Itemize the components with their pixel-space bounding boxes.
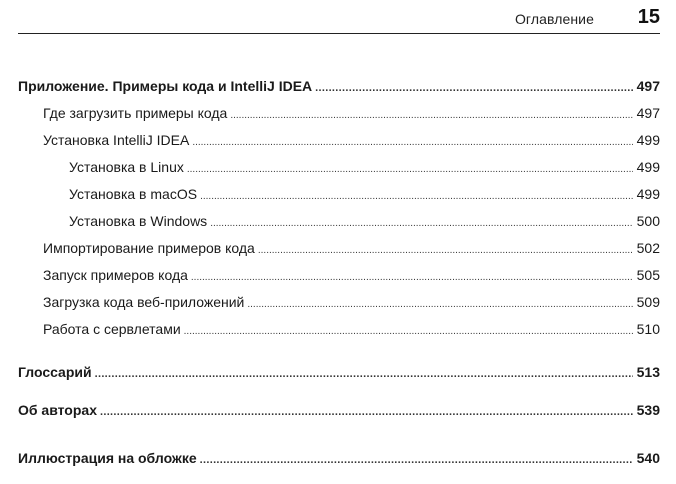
toc-entry-title: Установка IntelliJ IDEA: [43, 132, 190, 148]
running-header-title: Оглавление: [514, 11, 594, 27]
toc-entry-page: 500: [636, 213, 660, 229]
toc-entry-title: Запуск примеров кода: [43, 267, 188, 283]
toc-entry-about-authors[interactable]: [18, 400, 660, 420]
toc-entry-page: 540: [636, 450, 660, 466]
toc-entry-title: Установка в macOS: [69, 186, 198, 202]
running-header: [18, 0, 660, 34]
dot-leader: [184, 322, 633, 342]
toc-entry-page: 497: [636, 105, 660, 121]
toc-entry-install-windows[interactable]: [18, 211, 660, 231]
dot-leader: [187, 160, 633, 180]
toc-entry-page: 497: [636, 78, 660, 94]
toc-entry-cover-illustration[interactable]: [18, 448, 660, 468]
toc-entry-page: 513: [636, 364, 660, 380]
toc-entry-page: 509: [636, 294, 660, 310]
toc-entry-run-examples[interactable]: [18, 265, 660, 285]
toc-entry-title: Установка в Windows: [69, 213, 208, 229]
toc-entry-servlets[interactable]: [18, 319, 660, 339]
toc-entry-page: 499: [636, 132, 660, 148]
dot-leader: [258, 241, 633, 261]
toc-entry-download-examples[interactable]: [18, 103, 660, 123]
dot-leader: [210, 214, 632, 234]
toc-entry-title: Работа с сервлетами: [43, 321, 181, 337]
toc-entry-page: 539: [636, 402, 660, 418]
dot-leader: [192, 133, 632, 153]
dot-leader: [95, 364, 633, 384]
toc-entry-appendix[interactable]: [18, 76, 660, 96]
dot-leader: [100, 402, 633, 422]
dot-leader: [247, 295, 632, 315]
toc-entry-glossary[interactable]: [18, 362, 660, 382]
toc-entry-install-macos[interactable]: [18, 184, 660, 204]
toc-entry-page: 502: [636, 240, 660, 256]
dot-leader: [315, 78, 632, 98]
toc-entry-page: 505: [636, 267, 660, 283]
toc-entry-page: 499: [636, 159, 660, 175]
page-number: 15: [637, 6, 660, 28]
toc-entry-install-linux[interactable]: [18, 157, 660, 177]
toc-entry-title: Иллюстрация на обложке: [18, 450, 197, 466]
toc-entry-import-examples[interactable]: [18, 238, 660, 258]
toc-entry-title: Где загрузить примеры кода: [43, 105, 228, 121]
toc-entry-page: 499: [636, 186, 660, 202]
toc-entry-title: Приложение. Примеры кода и IntelliJ IDEA: [18, 78, 313, 94]
toc-entry-page: 510: [636, 321, 660, 337]
toc-entry-title: Об авторах: [18, 402, 97, 418]
dot-leader: [200, 187, 633, 207]
toc-entry-install-intellij[interactable]: [18, 130, 660, 150]
dot-leader: [230, 106, 632, 126]
toc-entry-title: Импортирование примеров кода: [43, 240, 255, 256]
toc-entry-title: Загрузка кода веб-приложений: [43, 294, 245, 310]
toc-entry-web-app-code[interactable]: [18, 292, 660, 312]
header-rule: [18, 33, 660, 34]
dot-leader: [191, 268, 633, 288]
toc-entry-title: Установка в Linux: [69, 159, 184, 175]
dot-leader: [200, 450, 633, 470]
toc-entry-title: Глоссарий: [18, 364, 92, 380]
